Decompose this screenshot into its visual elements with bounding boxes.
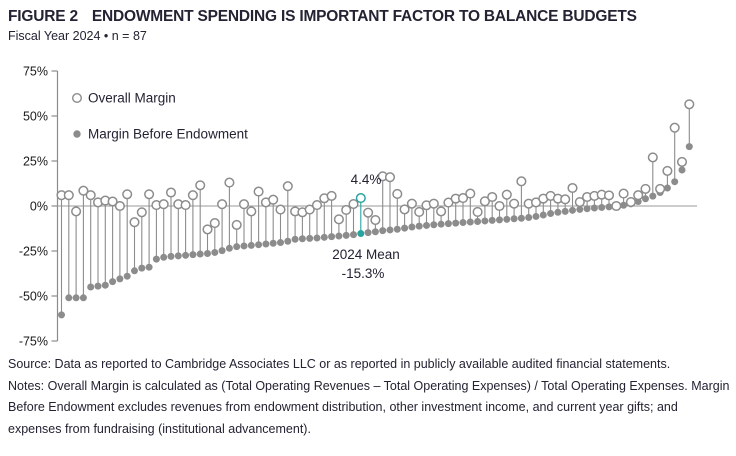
- margin-before-endowment-dot: [511, 215, 518, 222]
- overall-margin-circle: [232, 221, 241, 230]
- overall-margin-circle: [393, 190, 402, 199]
- margin-before-endowment-dot: [80, 294, 87, 301]
- margin-before-endowment-dot: [58, 311, 65, 318]
- chart-footnotes: [8, 354, 730, 440]
- margin-before-endowment-dot: [87, 284, 94, 291]
- margin-before-endowment-dot: [591, 204, 598, 211]
- margin-before-endowment-dot: [430, 221, 437, 228]
- margin-before-endowment-dot: [649, 193, 656, 200]
- overall-margin-circle: [203, 225, 212, 234]
- margin-before-endowment-dot: [335, 233, 342, 240]
- margin-before-endowment-dot: [467, 219, 474, 226]
- y-tick-label: -75%: [18, 334, 48, 349]
- margin-before-endowment-dot: [540, 212, 547, 219]
- margin-before-endowment-dot: [65, 294, 72, 301]
- method-notes: Notes: Overall Margin is calculated as (Total Operating Revenues – Total Operating Expenses) / Total Operating Expenses. Margin Before Endowment excludes revenues from endowment distribution, other investment income, and current year gifts; and expenses from fundraising (institutional advancement).: [8, 378, 730, 436]
- overall-margin-circle: [561, 195, 570, 204]
- overall-margin-circle: [116, 202, 125, 211]
- margin-before-endowment-dot: [489, 217, 496, 224]
- overall-margin-circle: [670, 123, 679, 132]
- overall-margin-circle: [225, 178, 234, 187]
- margin-before-endowment-dot: [189, 251, 196, 258]
- overall-margin-circle: [649, 153, 658, 162]
- overall-margin-circle: [159, 200, 168, 209]
- margin-before-endowment-dot: [547, 210, 554, 217]
- margin-before-endowment-dot: [460, 219, 467, 226]
- y-tick-label: -25%: [18, 244, 48, 259]
- margin-before-endowment-dot: [124, 273, 131, 280]
- margin-before-endowment-dot: [131, 267, 138, 274]
- margin-before-endowment-dot: [642, 195, 649, 202]
- overall-margin-circle: [678, 158, 687, 167]
- figure-number: FIGURE 2: [8, 8, 78, 25]
- overall-margin-circle: [342, 206, 351, 215]
- overall-margin-circle: [284, 182, 293, 191]
- margin-before-endowment-dot: [481, 217, 488, 224]
- figure-subtitle: Fiscal Year 2024 • n = 87: [8, 29, 147, 43]
- margin-before-endowment-dot: [569, 207, 576, 214]
- margin-before-endowment-dot: [73, 294, 80, 301]
- legend-overall-label: Overall Margin: [88, 90, 176, 106]
- overall-margin-circle: [335, 215, 344, 224]
- overall-margin-circle: [517, 177, 526, 186]
- margin-before-endowment-dot: [445, 220, 452, 227]
- overall-margin-circle: [627, 198, 636, 207]
- margin-before-endowment-dot: [554, 209, 561, 216]
- margin-before-endowment-dot: [211, 249, 218, 256]
- overall-margin-circle: [247, 207, 256, 216]
- margin-before-endowment-dot: [270, 240, 277, 247]
- margin-before-endowment-dot: [262, 240, 269, 247]
- overall-margin-circle: [466, 189, 475, 198]
- overall-margin-circle: [400, 205, 409, 214]
- margin-before-endowment-dot: [314, 235, 321, 242]
- overall-margin-circle: [663, 167, 672, 176]
- overall-margin-circle: [254, 187, 263, 196]
- overall-margin-circle: [408, 199, 417, 208]
- margin-before-endowment-dot: [671, 178, 678, 185]
- margin-before-endowment-dot: [226, 245, 233, 252]
- overall-margin-circle: [386, 173, 395, 182]
- overall-margin-circle: [196, 181, 205, 190]
- figure-title-text: ENDOWMENT SPENDING IS IMPORTANT FACTOR TO BALANCE BUDGETS: [91, 8, 637, 25]
- margin-before-endowment-dot: [343, 232, 350, 239]
- margin-before-endowment-dot: [408, 224, 415, 231]
- margin-before-endowment-dot: [299, 235, 306, 242]
- chart-legend: [73, 91, 248, 142]
- margin-before-endowment-dot: [306, 235, 313, 242]
- mean-label-line2: -15.3%: [341, 266, 385, 281]
- overall-margin-circle: [240, 200, 249, 209]
- overall-margin-circle: [605, 191, 614, 200]
- y-tick-label: -50%: [18, 289, 48, 304]
- margin-before-endowment-dot: [138, 265, 145, 272]
- y-tick-label: 25%: [22, 154, 48, 169]
- margin-before-endowment-dot: [328, 233, 335, 240]
- margin-before-endowment-dot: [533, 213, 540, 220]
- margin-before-endowment-dot: [146, 264, 153, 271]
- margin-before-endowment-dot: [204, 250, 211, 257]
- y-tick-label: 50%: [22, 109, 48, 124]
- margin-before-endowment-dot: [255, 241, 262, 248]
- overall-margin-circle: [145, 190, 154, 199]
- overall-margin-circle: [72, 207, 81, 216]
- margin-before-endowment-dot: [292, 236, 299, 243]
- margin-before-endowment-dot: [365, 229, 372, 236]
- margin-before-endowment-dot: [116, 275, 123, 282]
- overall-margin-circle: [568, 184, 577, 193]
- legend-before-endowment-label: Margin Before Endowment: [88, 126, 248, 142]
- margin-before-endowment-dot: [379, 227, 386, 234]
- margin-before-endowment-dot: [197, 251, 204, 258]
- overall-margin-circle: [473, 208, 482, 217]
- margin-before-endowment-dot: [248, 242, 255, 249]
- mean-margin-before-endowment-dot: [357, 230, 364, 237]
- overall-margin-circle: [612, 202, 621, 211]
- overall-margin-circle: [211, 219, 220, 228]
- overall-margin-circle: [65, 191, 74, 200]
- margin-before-endowment-dot: [372, 228, 379, 235]
- margin-before-endowment-dot: [503, 216, 510, 223]
- overall-margin-circle: [495, 202, 504, 211]
- margin-before-endowment-dot: [394, 226, 401, 233]
- overall-margin-circle: [488, 193, 497, 202]
- overall-margin-circle: [349, 200, 358, 209]
- overall-margin-circle: [634, 191, 643, 200]
- y-tick-label: 0%: [29, 199, 48, 214]
- overall-margin-circle: [276, 205, 285, 214]
- overall-margin-circle: [641, 185, 650, 194]
- margin-before-endowment-dot: [416, 223, 423, 230]
- margin-before-endowment-dot: [686, 143, 693, 150]
- margin-before-endowment-dot: [153, 256, 160, 263]
- margin-before-endowment-dot: [598, 204, 605, 211]
- overall-margin-circle: [181, 201, 190, 210]
- margin-before-endowment-dot: [664, 185, 671, 192]
- margin-before-endowment-dot: [182, 252, 189, 259]
- overall-margin-circle: [371, 216, 380, 225]
- overall-margin-circle: [510, 199, 519, 208]
- overall-margin-circle: [86, 191, 95, 200]
- overall-margin-circle: [437, 207, 446, 216]
- margin-before-endowment-dot: [525, 214, 532, 221]
- overall-margin-circle: [218, 200, 227, 209]
- margin-before-endowment-dot: [452, 220, 459, 227]
- margin-before-endowment-dot: [401, 225, 408, 232]
- mean-overall-margin-circle: [357, 194, 366, 203]
- margin-before-endowment-dot: [518, 215, 525, 222]
- margin-before-endowment-dot: [679, 167, 686, 174]
- margin-before-endowment-dot: [474, 218, 481, 225]
- margin-before-endowment-dot: [423, 222, 430, 229]
- overall-margin-circle: [619, 189, 628, 198]
- overall-margin-circle: [656, 185, 665, 194]
- overall-margin-circle: [313, 201, 322, 210]
- margin-before-endowment-dot: [350, 231, 357, 238]
- margin-before-endowment-dot: [562, 208, 569, 215]
- y-tick-label: 75%: [22, 64, 48, 79]
- mean-overall-value-label: 4.4%: [350, 172, 382, 187]
- source-note: Source: Data as reported to Cambridge Associates LLC or as reported in publicly available audited financial statements.: [8, 357, 671, 371]
- overall-margin-circle: [327, 192, 336, 201]
- overall-margin-circle: [138, 208, 147, 217]
- margin-before-endowment-dot: [168, 253, 175, 260]
- margin-before-endowment-dot: [219, 247, 226, 254]
- margin-before-endowment-dot: [496, 216, 503, 223]
- overall-margin-circle: [189, 191, 198, 200]
- margin-before-endowment-dot: [95, 283, 102, 290]
- filled-circle-legend-icon: [73, 130, 80, 137]
- margin-before-endowment-dot: [160, 254, 167, 261]
- mean-label-line1: 2024 Mean: [332, 247, 400, 262]
- overall-margin-circle: [269, 195, 278, 204]
- margin-before-endowment-dot: [584, 205, 591, 212]
- overall-margin-circle: [364, 208, 373, 217]
- margin-before-endowment-dot: [233, 243, 240, 250]
- overall-margin-circle: [167, 188, 176, 197]
- margin-before-endowment-dot: [277, 239, 284, 246]
- overall-margin-circle: [130, 218, 139, 227]
- margin-before-endowment-dot: [241, 242, 248, 249]
- margin-before-endowment-dot: [102, 282, 109, 289]
- margin-before-endowment-dot: [284, 238, 291, 245]
- margin-before-endowment-dot: [109, 278, 116, 285]
- margin-before-endowment-dot: [321, 234, 328, 241]
- open-circle-legend-icon: [73, 94, 82, 103]
- overall-margin-circle: [123, 190, 132, 199]
- overall-margin-circle: [685, 100, 694, 109]
- overall-margin-circle: [503, 190, 512, 199]
- margin-before-endowment-dot: [387, 226, 394, 233]
- margin-before-endowment-dot: [438, 221, 445, 228]
- overall-margin-circle: [415, 208, 424, 217]
- overall-margin-circle: [430, 199, 439, 208]
- margin-before-endowment-dot: [175, 252, 182, 259]
